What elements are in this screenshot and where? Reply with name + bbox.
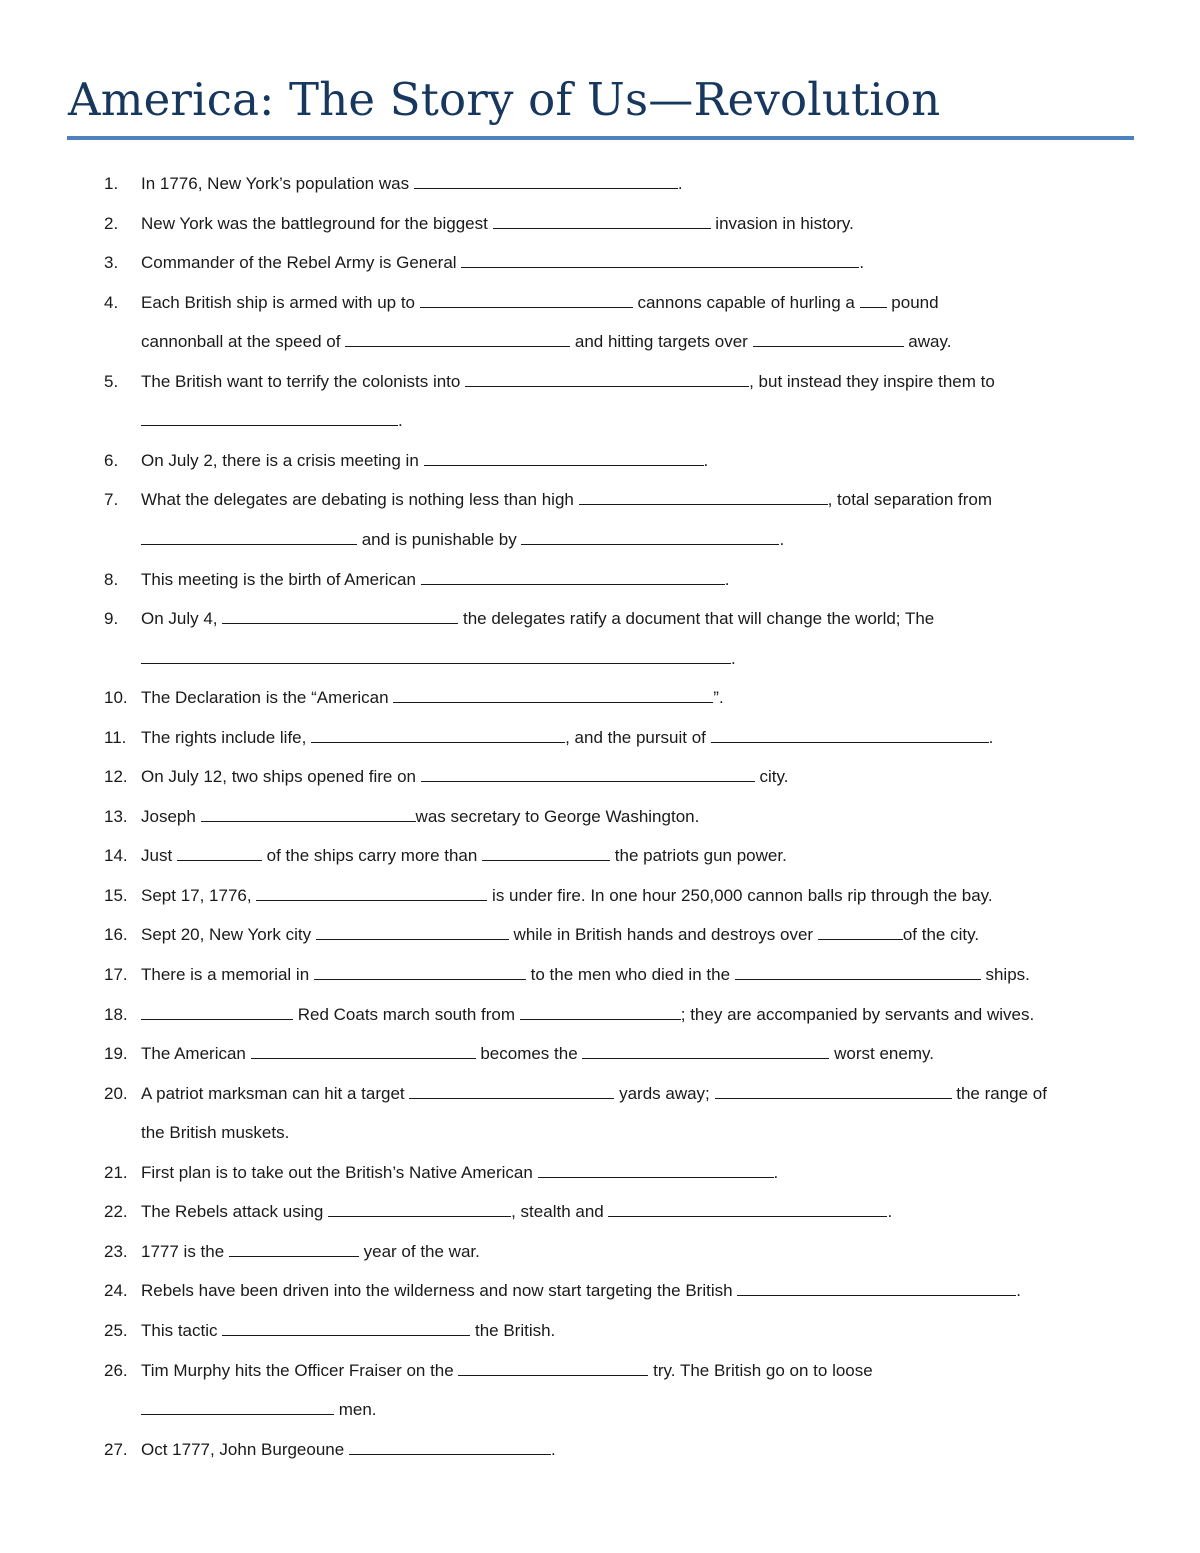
- question-item: [0, 1276, 1200, 1306]
- question-number: 3.: [104, 253, 119, 273]
- question-text: [141, 604, 934, 634]
- question-text-fragment: the range of: [951, 1083, 1047, 1103]
- question-text-fragment: becomes the: [475, 1044, 583, 1064]
- question-text-fragment: men.: [334, 1400, 377, 1419]
- question-text: [141, 1118, 289, 1148]
- answer-blank[interactable]: [538, 1160, 774, 1178]
- question-text-fragment: .: [779, 530, 785, 549]
- question-text-fragment: .: [773, 1162, 779, 1182]
- question-text-fragment: the delegates ratify a document that will change the world; The: [458, 609, 935, 628]
- question-number: 23.: [104, 1241, 128, 1261]
- answer-blank[interactable]: [141, 646, 731, 664]
- question-number: 22.: [104, 1202, 128, 1222]
- question-item: [0, 248, 1200, 278]
- question-item: [0, 960, 1200, 990]
- answer-blank[interactable]: [521, 527, 779, 545]
- question-text: [141, 406, 403, 436]
- answer-blank[interactable]: [141, 1002, 293, 1020]
- answer-blank[interactable]: [461, 250, 859, 268]
- question-text: [141, 1316, 555, 1346]
- question-item: [0, 683, 1200, 713]
- question-text-fragment: .: [1016, 1281, 1022, 1301]
- question-text-fragment: On July 12, two ships opened fire on: [141, 767, 421, 787]
- question-number: 2.: [104, 213, 119, 233]
- question-number: 11.: [104, 727, 127, 747]
- question-item: [0, 367, 1200, 397]
- answer-blank[interactable]: [711, 725, 989, 743]
- question-item: [0, 169, 1200, 199]
- question-item: [0, 1000, 1200, 1030]
- question-text: [141, 367, 995, 397]
- question-item: [0, 485, 1200, 515]
- answer-blank[interactable]: [311, 725, 565, 743]
- question-item-continuation: [0, 406, 1200, 436]
- question-item: [0, 723, 1200, 753]
- question-text-fragment: worst enemy.: [829, 1044, 934, 1064]
- question-item: [0, 841, 1200, 871]
- question-text: [141, 960, 1030, 990]
- question-item: [0, 1356, 1200, 1386]
- question-text-fragment: There is a memorial in: [141, 965, 314, 984]
- question-number: 1.: [104, 174, 119, 193]
- answer-blank[interactable]: [608, 1199, 887, 1217]
- question-item: [0, 1197, 1200, 1227]
- answer-blank[interactable]: [860, 290, 887, 308]
- question-text-fragment: while in British hands and destroys over: [508, 925, 818, 945]
- question-text-fragment: year of the war.: [358, 1241, 480, 1261]
- question-number: 19.: [104, 1044, 128, 1064]
- question-number: 25.: [104, 1320, 128, 1340]
- question-text-fragment: to the men who died in the: [525, 965, 735, 984]
- question-text-fragment: the patriots gun power.: [610, 846, 787, 866]
- answer-blank[interactable]: [349, 1437, 551, 1455]
- answer-blank[interactable]: [256, 883, 487, 901]
- answer-blank[interactable]: [141, 1397, 334, 1415]
- question-text-fragment: .: [731, 648, 736, 668]
- answer-blank[interactable]: [421, 764, 755, 782]
- page-title: America: The Story of Us—Revolution: [68, 73, 941, 126]
- question-text: [141, 446, 708, 476]
- answer-blank[interactable]: [493, 211, 711, 229]
- question-text-fragment: , and the pursuit of: [565, 727, 711, 747]
- question-text-fragment: Tim Murphy hits the Officer Fraiser on the: [141, 1360, 459, 1380]
- answer-blank[interactable]: [579, 487, 828, 505]
- question-text: [141, 485, 992, 515]
- question-item: [0, 802, 1200, 832]
- question-text-fragment: .: [703, 450, 709, 470]
- question-text: [141, 1158, 778, 1188]
- answer-blank[interactable]: [201, 804, 416, 822]
- question-number: 13.: [104, 806, 128, 826]
- question-item-continuation: [0, 327, 1200, 357]
- question-text: [141, 723, 993, 753]
- question-text-fragment: cannonball at the speed of: [141, 332, 346, 352]
- question-text-fragment: The Rebels attack using: [141, 1202, 329, 1222]
- question-item: [0, 920, 1200, 950]
- question-item-continuation: [0, 644, 1200, 674]
- question-item: [0, 881, 1200, 911]
- question-number: 16.: [104, 925, 128, 945]
- question-text-fragment: Sept 20, New York city: [141, 925, 316, 945]
- question-number: 21.: [104, 1162, 128, 1182]
- question-number: 9.: [104, 609, 119, 628]
- question-number: 26.: [104, 1360, 128, 1380]
- answer-blank[interactable]: [251, 1041, 476, 1059]
- answer-blank[interactable]: [715, 1081, 952, 1099]
- question-text-fragment: .: [724, 569, 730, 589]
- question-text-fragment: The Declaration is the “American: [141, 688, 394, 708]
- question-number: 18.: [104, 1004, 128, 1024]
- question-text-fragment: ; they are accompanied by servants and wives.: [680, 1004, 1035, 1024]
- question-text: [141, 1435, 556, 1465]
- question-text: [141, 802, 699, 832]
- question-text-fragment: This tactic: [141, 1320, 223, 1340]
- question-number: 20.: [104, 1083, 128, 1103]
- question-number: 24.: [104, 1281, 128, 1301]
- question-text: [141, 1079, 1047, 1109]
- question-item: [0, 1079, 1200, 1109]
- question-item: [0, 446, 1200, 476]
- question-text-fragment: invasion in history.: [710, 213, 854, 233]
- answer-blank[interactable]: [141, 527, 357, 545]
- question-text-fragment: The rights include life,: [141, 727, 312, 747]
- answer-blank[interactable]: [520, 1002, 681, 1020]
- answer-blank[interactable]: [818, 922, 903, 940]
- question-text: [141, 683, 724, 713]
- question-text-fragment: is under fire. In one hour 250,000 cannon balls rip through the bay.: [487, 885, 993, 905]
- question-item: [0, 1158, 1200, 1188]
- question-item: [0, 209, 1200, 239]
- question-number: 5.: [104, 371, 119, 391]
- question-text-fragment: was secretary to George Washington.: [415, 806, 700, 826]
- question-number: 4.: [104, 292, 119, 312]
- question-item: [0, 1237, 1200, 1267]
- answer-blank[interactable]: [735, 962, 981, 980]
- question-item-continuation: [0, 525, 1200, 555]
- question-text-fragment: Sept 17, 1776,: [141, 885, 257, 905]
- question-text-fragment: What the delegates are debating is nothing less than high: [141, 490, 579, 510]
- question-text: [141, 881, 993, 911]
- question-item: [0, 1039, 1200, 1069]
- question-text-fragment: .: [859, 253, 865, 273]
- answer-blank[interactable]: [141, 408, 398, 426]
- answer-blank[interactable]: [482, 843, 610, 861]
- answer-blank[interactable]: [414, 171, 678, 189]
- question-text-fragment: In 1776, New York’s population was: [141, 174, 414, 193]
- question-number: 15.: [104, 885, 128, 905]
- question-text-fragment: Each British ship is armed with up to: [141, 292, 420, 312]
- question-text-fragment: and is punishable by: [357, 530, 522, 549]
- question-item: [0, 762, 1200, 792]
- question-text-fragment: and hitting targets over: [570, 332, 753, 352]
- answer-blank[interactable]: [737, 1278, 1016, 1296]
- question-item-continuation: [0, 1395, 1200, 1425]
- question-text: [141, 327, 951, 357]
- question-text-fragment: A patriot marksman can hit a target: [141, 1083, 410, 1103]
- question-item: [0, 1435, 1200, 1465]
- question-text: [141, 565, 729, 595]
- question-text-fragment: the British.: [470, 1320, 556, 1340]
- question-text: [141, 1039, 934, 1069]
- question-number: 6.: [104, 450, 119, 470]
- question-text: [141, 920, 979, 950]
- question-text-fragment: , but instead they inspire them to: [749, 371, 995, 391]
- question-text-fragment: try. The British go on to loose: [648, 1360, 873, 1380]
- question-text-fragment: city.: [754, 767, 789, 787]
- answer-blank[interactable]: [222, 1318, 470, 1336]
- question-text: [141, 1395, 377, 1425]
- answer-blank[interactable]: [458, 1358, 648, 1376]
- question-number: 12.: [104, 767, 128, 787]
- question-item-continuation: [0, 1118, 1200, 1148]
- question-text-fragment: .: [677, 174, 683, 193]
- question-text-fragment: Oct 1777, John Burgeoune: [141, 1439, 349, 1459]
- question-text-fragment: This meeting is the birth of American: [141, 569, 421, 589]
- question-item: [0, 1316, 1200, 1346]
- question-number: 17.: [104, 965, 128, 984]
- question-text: [141, 1356, 873, 1386]
- question-item: [0, 288, 1200, 318]
- question-text-fragment: Joseph: [141, 806, 201, 826]
- question-text-fragment: .: [550, 1439, 556, 1459]
- question-text: [141, 644, 736, 674]
- question-text-fragment: .: [398, 411, 403, 431]
- question-number: 10.: [104, 688, 128, 708]
- question-number: 7.: [104, 490, 119, 510]
- answer-blank[interactable]: [314, 962, 526, 980]
- question-text-fragment: yards away;: [614, 1083, 715, 1103]
- answer-blank[interactable]: [316, 922, 509, 940]
- question-text-fragment: of the city.: [902, 925, 980, 945]
- question-number: 8.: [104, 569, 119, 589]
- answer-blank[interactable]: [409, 1081, 614, 1099]
- answer-blank[interactable]: [421, 567, 725, 585]
- question-text-fragment: Just: [141, 846, 177, 866]
- question-number: 27.: [104, 1439, 128, 1459]
- question-text-fragment: the British muskets.: [141, 1123, 290, 1143]
- question-text-fragment: , stealth and: [511, 1202, 609, 1222]
- question-text-fragment: Commander of the Rebel Army is General: [141, 253, 462, 273]
- question-text-fragment: On July 4,: [141, 609, 223, 628]
- question-text-fragment: Rebels have been driven into the wilderness and now start targeting the British: [141, 1281, 738, 1301]
- question-text: [141, 841, 787, 871]
- answer-blank[interactable]: [753, 329, 904, 347]
- question-text-fragment: , total separation from: [827, 490, 992, 510]
- question-item: [0, 565, 1200, 595]
- question-item: [0, 604, 1200, 634]
- answer-blank[interactable]: [229, 1239, 359, 1257]
- answer-blank[interactable]: [393, 685, 713, 703]
- question-text: [141, 1000, 1034, 1030]
- question-text: [141, 762, 788, 792]
- question-text-fragment: 1777 is the: [141, 1241, 229, 1261]
- question-text-fragment: away.: [903, 332, 952, 352]
- answer-blank[interactable]: [345, 329, 570, 347]
- question-text-fragment: ships.: [980, 965, 1030, 984]
- question-text-fragment: of the ships carry more than: [261, 846, 483, 866]
- question-text: [141, 525, 784, 555]
- answer-blank[interactable]: [328, 1199, 511, 1217]
- question-text-fragment: .: [988, 727, 994, 747]
- answer-blank[interactable]: [420, 290, 633, 308]
- question-text-fragment: pound: [886, 292, 939, 312]
- question-text: [141, 1237, 480, 1267]
- answer-blank[interactable]: [465, 369, 749, 387]
- question-text-fragment: On July 2, there is a crisis meeting in: [141, 450, 424, 470]
- question-text-fragment: .: [887, 1202, 893, 1222]
- question-number: 14.: [104, 846, 128, 866]
- answer-blank[interactable]: [582, 1041, 829, 1059]
- answer-blank[interactable]: [222, 606, 458, 624]
- question-text-fragment: First plan is to take out the British’s Native American: [141, 1162, 538, 1182]
- question-text: [141, 169, 683, 199]
- question-text: [141, 1276, 1021, 1306]
- title-underline-rule: [67, 136, 1134, 140]
- question-text-fragment: The American: [141, 1044, 251, 1064]
- answer-blank[interactable]: [177, 843, 262, 861]
- question-text: [141, 248, 864, 278]
- question-text: [141, 1197, 892, 1227]
- question-text: [141, 209, 854, 239]
- question-text-fragment: The British want to terrify the colonists into: [141, 371, 466, 391]
- question-text-fragment: cannons capable of hurling a: [632, 292, 860, 312]
- answer-blank[interactable]: [424, 448, 704, 466]
- question-text-fragment: ”.: [713, 688, 724, 708]
- question-text-fragment: New York was the battleground for the biggest: [141, 213, 493, 233]
- question-text: [141, 288, 939, 318]
- question-text-fragment: Red Coats march south from: [293, 1004, 520, 1024]
